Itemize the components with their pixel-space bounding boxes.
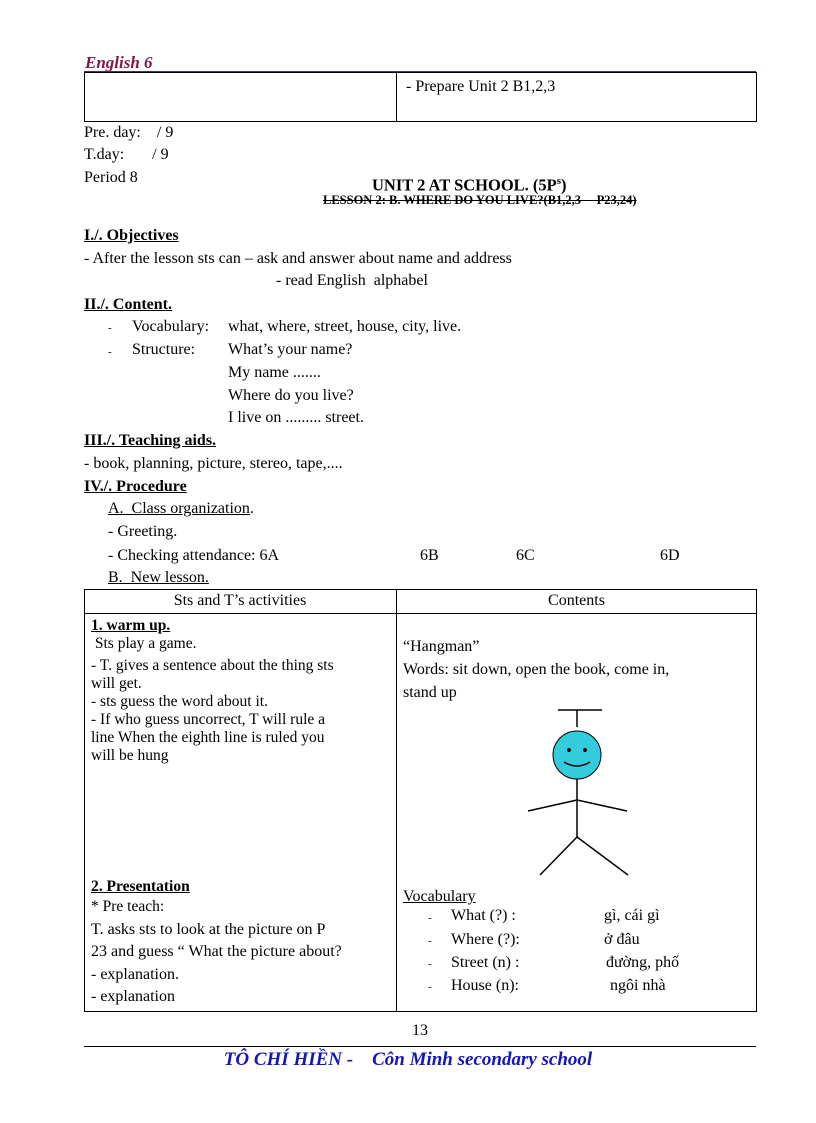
lesson-title: LESSON 2: B. WHERE DO YOU LIVE?(B1,2,3 P23,24) <box>323 193 637 207</box>
vocab-dash-2: ‐ <box>428 935 432 947</box>
left-arm <box>528 800 577 811</box>
class-organization-dot: . <box>249 500 254 517</box>
structure-label: Structure: <box>132 341 196 358</box>
game-name: “Hangman” <box>403 638 480 655</box>
warmup-line-6: line When the eighth line is ruled you <box>91 729 325 746</box>
vocab-en-4: House (n): <box>451 977 519 994</box>
header-title: English 6 <box>85 53 153 72</box>
presentation-line-1: * Pre teach: <box>91 898 165 915</box>
footer-rule <box>84 1046 756 1047</box>
structure-3: Where do you live? <box>228 387 354 404</box>
structure-2: My name ....... <box>228 364 321 381</box>
right-eye <box>583 748 587 752</box>
presentation-heading: 2. Presentation <box>91 878 190 895</box>
warmup-line-2: - T. gives a sentence about the thing sts <box>91 657 334 674</box>
structure-4: I live on ......... street. <box>228 409 364 426</box>
objectives-heading: I./. Objectives <box>84 227 179 244</box>
vocab-vi-2: ở đâu <box>604 931 640 948</box>
vocab-vi-3: đường, phố <box>606 954 680 971</box>
t-day: T.day: / 9 <box>84 146 169 163</box>
warmup-line-4: - sts guess the word about it. <box>91 693 268 710</box>
period: Period 8 <box>84 169 138 186</box>
new-lesson: B. New lesson. <box>108 569 209 586</box>
vocab-dash-4: ‐ <box>428 981 432 993</box>
warmup-line-5: - If who guess uncorrect, T will rule a <box>91 711 326 728</box>
vocab-vi-4: ngôi nhà <box>610 977 666 994</box>
bullet-dash-2: ‐ <box>108 346 112 358</box>
warmup-line-1: Sts play a game. <box>91 635 197 652</box>
right-leg <box>577 837 628 875</box>
pre-day: Pre. day: / 9 <box>84 124 174 141</box>
warmup-heading: 1. warm up. <box>91 617 171 634</box>
page-number: 13 <box>412 1022 428 1039</box>
presentation-line-4: - explanation. <box>91 966 179 983</box>
left-leg <box>540 837 577 875</box>
aids-heading: III./. Teaching aids. <box>84 432 217 449</box>
top-table-cell-right: - Prepare Unit 2 B1,2,3 <box>406 78 556 95</box>
class-organization-label: A. Class organization <box>108 500 250 517</box>
unit-title-text: UNIT 2 AT SCHOOL. (5P <box>372 175 557 195</box>
activity-table-divider <box>396 589 397 1012</box>
class-6c: 6C <box>516 547 535 564</box>
warmup-line-3: will get. <box>91 675 142 692</box>
structure-1: What’s your name? <box>228 341 353 358</box>
attendance: - Checking attendance: 6A <box>108 547 280 564</box>
presentation-line-5: - explanation <box>91 988 175 1005</box>
procedure-heading: IV./. Procedure <box>84 478 187 495</box>
objectives-line-2: - read English alphabel <box>276 272 428 289</box>
presentation-line-2: T. asks sts to look at the picture on P <box>91 921 326 938</box>
class-organization <box>108 500 254 518</box>
warmup-line-7: will be hung <box>91 747 169 764</box>
aids-text: - book, planning, picture, stereo, tape,.... <box>84 455 343 472</box>
vocab-en-3: Street (n) : <box>451 954 520 971</box>
greeting: - Greeting. <box>108 523 178 540</box>
unit-title-sup: s <box>556 175 562 187</box>
left-eye <box>567 748 571 752</box>
vocab-dash-3: ‐ <box>428 958 432 970</box>
words-line-1: Words: sit down, open the book, come in, <box>403 661 670 678</box>
top-table-divider <box>396 72 397 122</box>
class-6b: 6B <box>420 547 439 564</box>
activity-table-header-rule <box>84 613 757 614</box>
bullet-dash-1: ‐ <box>108 322 112 334</box>
objectives-line-1: - After the lesson sts can – ask and answer about name and address <box>84 250 512 267</box>
col2-header: Contents <box>548 592 605 609</box>
footer-text: TÔ CHÍ HIỀN - Côn Minh secondary school <box>223 1049 593 1070</box>
words-line-2: stand up <box>403 684 457 701</box>
class-6d: 6D <box>660 547 680 564</box>
vocab-heading: Vocabulary <box>403 888 476 905</box>
vocab-dash-1: ‐ <box>428 912 432 924</box>
vocab-label: Vocabulary: <box>132 318 210 335</box>
vocab-en-1: What (?) : <box>451 907 516 924</box>
vocab-en-2: Where (?): <box>451 931 520 948</box>
content-heading: II./. Content. <box>84 296 173 313</box>
presentation-line-3: 23 and guess “ What the picture about? <box>91 943 342 960</box>
hangman-drawing <box>520 700 640 885</box>
vocab-text: what, where, street, house, city, live. <box>228 318 462 335</box>
smiley-face-icon <box>553 731 601 779</box>
right-arm <box>577 800 627 811</box>
unit-title-end: ) <box>561 175 567 195</box>
col1-header: Sts and T’s activities <box>173 592 307 609</box>
vocab-vi-1: gì, cái gì <box>604 907 660 924</box>
